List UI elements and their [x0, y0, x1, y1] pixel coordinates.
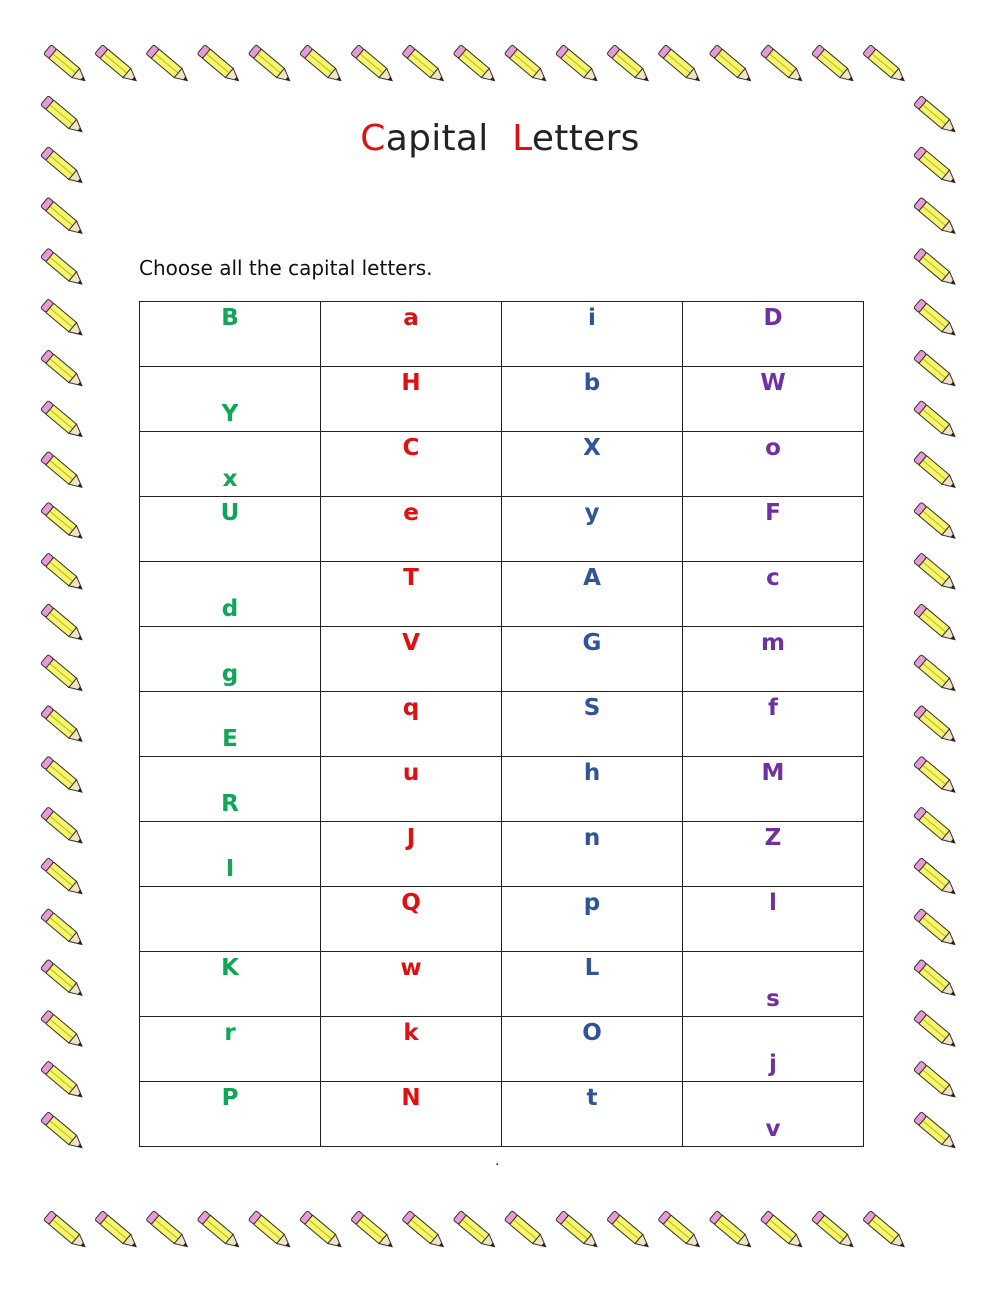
pencil-icon: [351, 45, 396, 86]
grid-cell[interactable]: [502, 887, 683, 952]
grid-cell[interactable]: [502, 302, 683, 367]
pencil-icon: [41, 400, 86, 441]
grid-cell[interactable]: [321, 302, 502, 367]
letter-option[interactable]: e: [403, 500, 419, 526]
grid-cell[interactable]: [683, 887, 864, 952]
grid-cell[interactable]: [683, 497, 864, 562]
table-row: [140, 627, 864, 692]
grid-cell[interactable]: [502, 692, 683, 757]
letter-option[interactable]: l: [769, 890, 777, 916]
grid-cell[interactable]: [140, 302, 321, 367]
grid-cell[interactable]: [683, 692, 864, 757]
letter-option[interactable]: f: [767, 695, 778, 721]
pencil-icon: [709, 45, 754, 86]
grid-cell[interactable]: [321, 367, 502, 432]
title-word-rest-1: apital: [385, 118, 489, 159]
letter-option[interactable]: M: [761, 760, 785, 786]
letter-option[interactable]: R: [221, 791, 239, 817]
grid-cell[interactable]: [140, 822, 321, 887]
pencil-icon: [248, 45, 293, 86]
letter-option[interactable]: G: [582, 630, 602, 656]
letter-option[interactable]: q: [402, 695, 420, 721]
pencil-icon: [146, 45, 191, 86]
letter-option[interactable]: N: [401, 1085, 421, 1111]
pencil-icon: [41, 604, 86, 645]
pencil-icon: [914, 451, 959, 492]
table-row: [140, 562, 864, 627]
grid-cell[interactable]: [502, 952, 683, 1017]
table-row: [140, 302, 864, 367]
letter-grid: [139, 301, 864, 1147]
grid-cell[interactable]: [321, 497, 502, 562]
pencil-icon: [248, 1211, 293, 1252]
pencil-icon: [914, 553, 959, 594]
grid-cell[interactable]: [140, 432, 321, 497]
grid-cell[interactable]: [321, 822, 502, 887]
pencil-icon: [95, 1211, 140, 1252]
table-row: [140, 887, 864, 952]
grid-cell[interactable]: [140, 1082, 321, 1147]
letter-option[interactable]: K: [221, 955, 239, 981]
title-word-rest-2: etters: [531, 118, 640, 159]
letter-option[interactable]: g: [221, 661, 239, 687]
pencil-icon: [914, 858, 959, 899]
grid-cell[interactable]: [140, 562, 321, 627]
pencil-icon: [453, 45, 498, 86]
letter-option[interactable]: n: [583, 825, 601, 851]
grid-cell[interactable]: [683, 1082, 864, 1147]
letter-option[interactable]: t: [586, 1085, 598, 1111]
grid-cell[interactable]: [140, 952, 321, 1017]
grid-cell[interactable]: [502, 562, 683, 627]
grid-cell[interactable]: [683, 302, 864, 367]
grid-cell[interactable]: [683, 562, 864, 627]
pencil-icon: [914, 604, 959, 645]
letter-option[interactable]: O: [582, 1020, 602, 1046]
grid-cell[interactable]: [321, 952, 502, 1017]
letter-option[interactable]: v: [765, 1116, 781, 1142]
letter-option[interactable]: E: [222, 726, 238, 752]
pencil-icon: [812, 1211, 857, 1252]
letter-option[interactable]: s: [766, 986, 780, 1012]
letter-option[interactable]: m: [761, 630, 785, 656]
pencil-icon: [914, 807, 959, 848]
table-row: [140, 822, 864, 887]
pencil-icon: [402, 45, 447, 86]
pencil-icon: [41, 248, 86, 289]
pencil-icon: [197, 1211, 242, 1252]
letter-option[interactable]: P: [221, 1085, 239, 1111]
pencil-icon: [146, 1211, 191, 1252]
grid-cell[interactable]: [321, 757, 502, 822]
pencil-icon: [453, 1211, 498, 1252]
letter-option[interactable]: J: [406, 825, 416, 851]
grid-cell[interactable]: [502, 432, 683, 497]
letter-option[interactable]: A: [583, 565, 601, 591]
pencil-icon: [914, 248, 959, 289]
table-row: [140, 367, 864, 432]
grid-cell[interactable]: [321, 887, 502, 952]
letter-option[interactable]: B: [221, 305, 239, 331]
grid-cell[interactable]: [140, 367, 321, 432]
table-row: [140, 432, 864, 497]
letter-option[interactable]: W: [760, 370, 786, 396]
pencil-icon: [504, 45, 549, 86]
pencil-icon: [402, 1211, 447, 1252]
pencil-icon: [914, 705, 959, 746]
letter-option[interactable]: V: [402, 630, 420, 656]
pencil-icon: [95, 45, 140, 86]
grid-cell[interactable]: [502, 497, 683, 562]
pencil-icon: [41, 1112, 86, 1153]
table-row: [140, 757, 864, 822]
grid-cell[interactable]: [502, 367, 683, 432]
pencil-icon: [41, 858, 86, 899]
pencil-icon: [760, 45, 805, 86]
letter-option[interactable]: y: [584, 500, 600, 526]
pencil-icon: [300, 1211, 345, 1252]
pencil-icon: [914, 1061, 959, 1102]
letter-option[interactable]: D: [763, 305, 783, 331]
grid-cell[interactable]: [140, 1017, 321, 1082]
grid-cell[interactable]: [683, 432, 864, 497]
pencil-icon: [41, 654, 86, 695]
grid-cell: [140, 887, 321, 952]
pencil-icon: [41, 705, 86, 746]
letter-option[interactable]: S: [583, 695, 601, 721]
pencil-icon: [41, 908, 86, 949]
grid-cell[interactable]: [502, 1082, 683, 1147]
letter-option[interactable]: C: [402, 435, 420, 461]
grid-cell[interactable]: [140, 627, 321, 692]
grid-cell[interactable]: [321, 692, 502, 757]
pencil-icon: [709, 1211, 754, 1252]
pencil-icon: [44, 1211, 89, 1252]
letter-option[interactable]: Q: [401, 890, 421, 916]
pencil-icon: [41, 959, 86, 1000]
grid-cell[interactable]: [683, 952, 864, 1017]
pencil-icon: [812, 45, 857, 86]
pencil-icon: [504, 1211, 549, 1252]
pencil-icon: [41, 1010, 86, 1051]
letter-option[interactable]: k: [403, 1020, 419, 1046]
pencil-icon: [556, 1211, 601, 1252]
table-row: [140, 692, 864, 757]
letter-option[interactable]: Z: [764, 825, 782, 851]
pencil-icon: [914, 400, 959, 441]
table-row: [140, 1017, 864, 1082]
grid-cell[interactable]: [321, 432, 502, 497]
letter-option[interactable]: U: [220, 500, 240, 526]
grid-cell[interactable]: [321, 627, 502, 692]
letter-option[interactable]: i: [588, 305, 596, 331]
grid-cell[interactable]: [321, 1082, 502, 1147]
letter-option[interactable]: T: [403, 565, 419, 591]
pencil-icon: [760, 1211, 805, 1252]
grid-cell[interactable]: [683, 627, 864, 692]
letter-option[interactable]: L: [584, 955, 600, 981]
pencil-icon: [300, 45, 345, 86]
letter-option[interactable]: u: [402, 760, 420, 786]
letter-option[interactable]: b: [583, 370, 601, 396]
letter-option[interactable]: w: [400, 955, 422, 981]
pencil-icon: [41, 502, 86, 543]
pencil-icon: [914, 197, 959, 238]
pencil-icon: [914, 756, 959, 797]
pencil-icon: [914, 502, 959, 543]
pencil-icon: [658, 45, 703, 86]
pencil-icon: [41, 299, 86, 340]
footer-dot: .: [495, 1152, 500, 1169]
letter-option[interactable]: X: [583, 435, 601, 461]
table-row: [140, 1082, 864, 1147]
grid-cell[interactable]: [140, 757, 321, 822]
pencil-icon: [41, 197, 86, 238]
table-row: [140, 497, 864, 562]
title-capital-l: L: [512, 118, 532, 159]
pencil-icon: [914, 959, 959, 1000]
grid-cell[interactable]: [502, 757, 683, 822]
pencil-icon: [41, 1061, 86, 1102]
letter-option[interactable]: j: [769, 1051, 777, 1077]
grid-cell[interactable]: [683, 1017, 864, 1082]
pencil-icon: [914, 654, 959, 695]
grid-cell[interactable]: [683, 822, 864, 887]
pencil-icon: [197, 45, 242, 86]
pencil-icon: [41, 451, 86, 492]
grid-cell[interactable]: [321, 562, 502, 627]
pencil-icon: [658, 1211, 703, 1252]
letter-option[interactable]: a: [403, 305, 419, 331]
grid-cell[interactable]: [140, 497, 321, 562]
letter-option[interactable]: p: [583, 890, 601, 916]
pencil-icon: [41, 350, 86, 391]
grid-cell[interactable]: [321, 1017, 502, 1082]
pencil-icon: [914, 299, 959, 340]
pencil-icon: [914, 1112, 959, 1153]
pencil-icon: [41, 807, 86, 848]
grid-cell[interactable]: [683, 757, 864, 822]
letter-option[interactable]: Y: [221, 401, 239, 427]
pencil-icon: [914, 908, 959, 949]
letter-option[interactable]: r: [224, 1020, 236, 1046]
instruction-text: Choose all the capital letters.: [139, 256, 433, 280]
title-capital-c: C: [360, 118, 386, 159]
pencil-icon: [607, 1211, 652, 1252]
grid-cell[interactable]: [502, 822, 683, 887]
letter-option[interactable]: H: [401, 370, 421, 396]
grid-cell[interactable]: [683, 367, 864, 432]
pencil-icon: [863, 1211, 908, 1252]
pencil-icon: [41, 553, 86, 594]
letter-option[interactable]: F: [765, 500, 781, 526]
pencil-icon: [914, 1010, 959, 1051]
letter-option[interactable]: I: [225, 856, 235, 882]
pencil-icon: [44, 45, 89, 86]
letter-option[interactable]: d: [221, 596, 239, 622]
letter-option[interactable]: x: [222, 466, 238, 492]
pencil-icon: [351, 1211, 396, 1252]
grid-cell[interactable]: [502, 1017, 683, 1082]
letter-option[interactable]: h: [583, 760, 601, 786]
pencil-icon: [607, 45, 652, 86]
letter-option[interactable]: c: [766, 565, 780, 591]
letter-option[interactable]: o: [765, 435, 781, 461]
pencil-icon: [41, 756, 86, 797]
grid-cell[interactable]: [140, 692, 321, 757]
pencil-icon: [914, 350, 959, 391]
pencil-icon: [863, 45, 908, 86]
table-row: [140, 952, 864, 1017]
pencil-icon: [556, 45, 601, 86]
grid-cell[interactable]: [502, 627, 683, 692]
page-title: [0, 118, 1000, 159]
